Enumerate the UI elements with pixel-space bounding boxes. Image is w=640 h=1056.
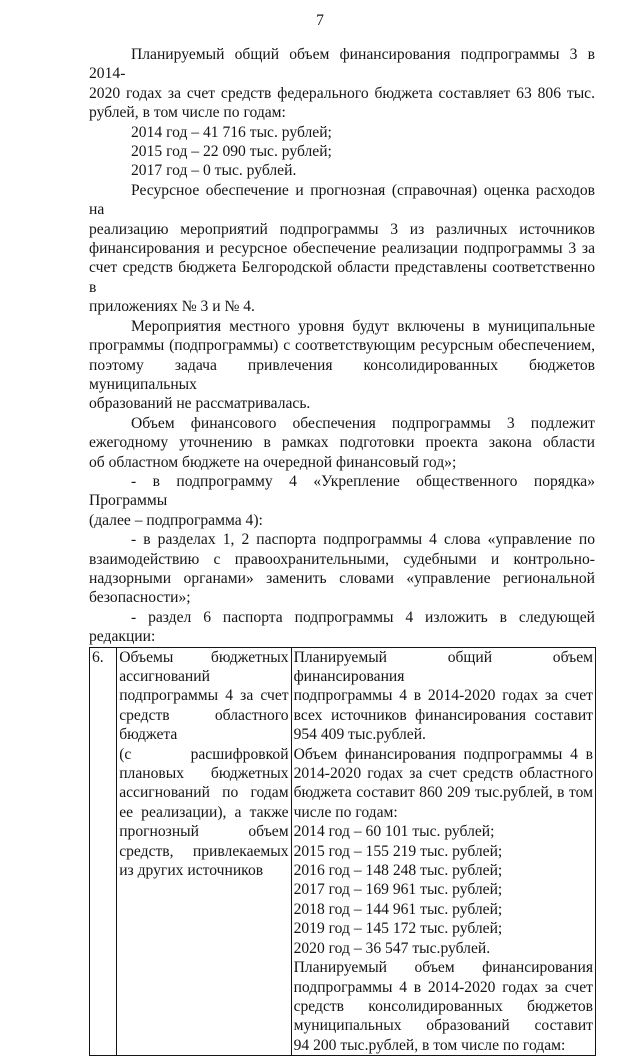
passport-table <box>89 647 596 1056</box>
text-line: программы (подпрограммы) с соответствующим ресурсным обеспечением, <box>89 337 595 355</box>
cell-line: из других источников <box>119 862 264 880</box>
text-line: финансирования и ресурсное обеспечение реализации подпрограммы 3 за <box>89 240 595 258</box>
row-value-cell <box>291 647 595 1056</box>
cell-line: Планируемый общий объем финансирования <box>293 648 593 685</box>
year-item: 2015 год – 22 090 тыс. рублей; <box>131 143 332 161</box>
cell-line: бюджета <box>119 726 178 744</box>
text-line: об областном бюджете на очередной финансовый год»; <box>89 453 457 471</box>
page-number: 7 <box>316 12 324 29</box>
year-item: 2015 год – 155 219 тыс. рублей; <box>293 842 503 860</box>
cell-line: подпрограммы 4 за счет <box>119 687 289 705</box>
table-row <box>90 647 596 1056</box>
year-item: 2016 год – 148 248 тыс. рублей; <box>293 862 503 880</box>
text-line: ежегодному уточнению в рамках подготовки проекта закона области <box>89 434 595 452</box>
text-line: - в разделах 1, 2 паспорта подпрограммы 4 слова «управление по <box>131 531 595 549</box>
cell-line: средств областного <box>119 706 289 724</box>
cell-line: Планируемый объем финансирования <box>293 959 593 977</box>
text-line: Мероприятия местного уровня будут включены в муниципальные <box>131 317 595 335</box>
paragraph-financing-subprogram-3 <box>89 45 595 123</box>
text-line: (далее – подпрограмма 4): <box>89 511 263 529</box>
year-item: 2014 год – 60 101 тыс. рублей; <box>293 823 495 841</box>
document-body <box>89 45 595 1056</box>
paragraph-annual-adjustment <box>89 414 595 472</box>
text-line: счет средств бюджета Белгородской области представлены соответственно в <box>89 259 595 296</box>
cell-line: 2014-2020 годах за счет средств областного <box>293 765 593 783</box>
text-line: взаимодействию с правоохранительными, судебными и контрольно- <box>89 550 595 568</box>
year-item: 2018 год – 144 961 тыс. рублей; <box>293 900 503 918</box>
year-item: 2017 год – 169 961 тыс. рублей; <box>293 881 503 899</box>
row-name-cell <box>117 647 291 1056</box>
text-line: рублей, в том числе по годам: <box>89 104 286 122</box>
text-line: 2020 годах за счет средств федерального бюджета составляет 63 806 тыс. <box>89 84 595 102</box>
cell-line: прогнозный объем <box>119 823 289 841</box>
text-line: - раздел 6 паспорта подпрограммы 4 изложить в следующей редакции: <box>89 608 595 646</box>
text-line: реализацию мероприятий подпрограммы 3 из различных источников <box>89 220 595 238</box>
cell-line: 94 200 тыс.рублей, в том числе по годам: <box>293 1036 566 1054</box>
cell-line: Объем финансирования подпрограммы 4 в <box>293 745 593 763</box>
cell-line: (с расшифровкой <box>119 745 289 763</box>
text-line: образований не рассматривалась. <box>89 395 311 413</box>
year-list <box>89 123 595 181</box>
year-item: 2017 год – 0 тыс. рублей. <box>131 162 297 180</box>
cell-line: муниципальных образований составит <box>293 1017 593 1035</box>
paragraph-subprogram-4 <box>89 472 595 530</box>
text-line: поэтому задача привлечения консолидированных бюджетов муниципальных <box>89 356 595 393</box>
text-line: - в подпрограмму 4 «Укрепление общественного порядка» Программы <box>89 472 595 510</box>
row-number: 6. <box>90 647 117 1056</box>
cell-line: плановых бюджетных <box>119 765 289 783</box>
cell-line: всех источников финансирования составит <box>293 706 593 724</box>
text-line: надзорными органами» заменить словами «управление региональной <box>89 569 595 587</box>
cell-line: 954 409 тыс.рублей. <box>293 726 426 744</box>
text-line: Объем финансового обеспечения подпрограммы 3 подлежит <box>131 414 595 432</box>
cell-line: средств, привлекаемых <box>119 842 289 860</box>
cell-line: Объемы бюджетных <box>119 648 289 666</box>
paragraph-local-activities <box>89 317 595 414</box>
text-line: приложениях № 3 и № 4. <box>89 298 255 316</box>
cell-line: подпрограммы 4 в 2014-2020 годах за счет <box>293 978 593 996</box>
paragraph-resource-provision <box>89 181 595 317</box>
text-line: Ресурсное обеспечение и прогнозная (справочная) оценка расходов на <box>89 181 595 219</box>
year-item: 2019 год – 145 172 тыс. рублей; <box>293 920 503 938</box>
cell-line: ее реализации), а также <box>119 803 289 821</box>
text-line: безопасности»; <box>89 589 191 607</box>
cell-line: подпрограммы 4 в 2014-2020 годах за счет <box>293 687 593 705</box>
year-item: 2014 год – 41 716 тыс. рублей; <box>131 123 332 141</box>
cell-line: ассигнований <box>119 668 210 685</box>
cell-line: ассигнований по годам <box>119 784 289 802</box>
year-item: 2020 год – 36 547 тыс.рублей. <box>293 939 491 957</box>
cell-line: средств консолидированных бюджетов <box>293 997 593 1015</box>
text-line: Планируемый общий объем финансирования подпрограммы 3 в 2014- <box>89 46 595 83</box>
paragraph-section-6-intro <box>89 608 595 647</box>
cell-line: бюджета составит 860 209 тыс.рублей, в том <box>293 784 593 802</box>
cell-line: числе по годам: <box>293 803 398 821</box>
paragraph-sections-replacement <box>89 530 595 608</box>
